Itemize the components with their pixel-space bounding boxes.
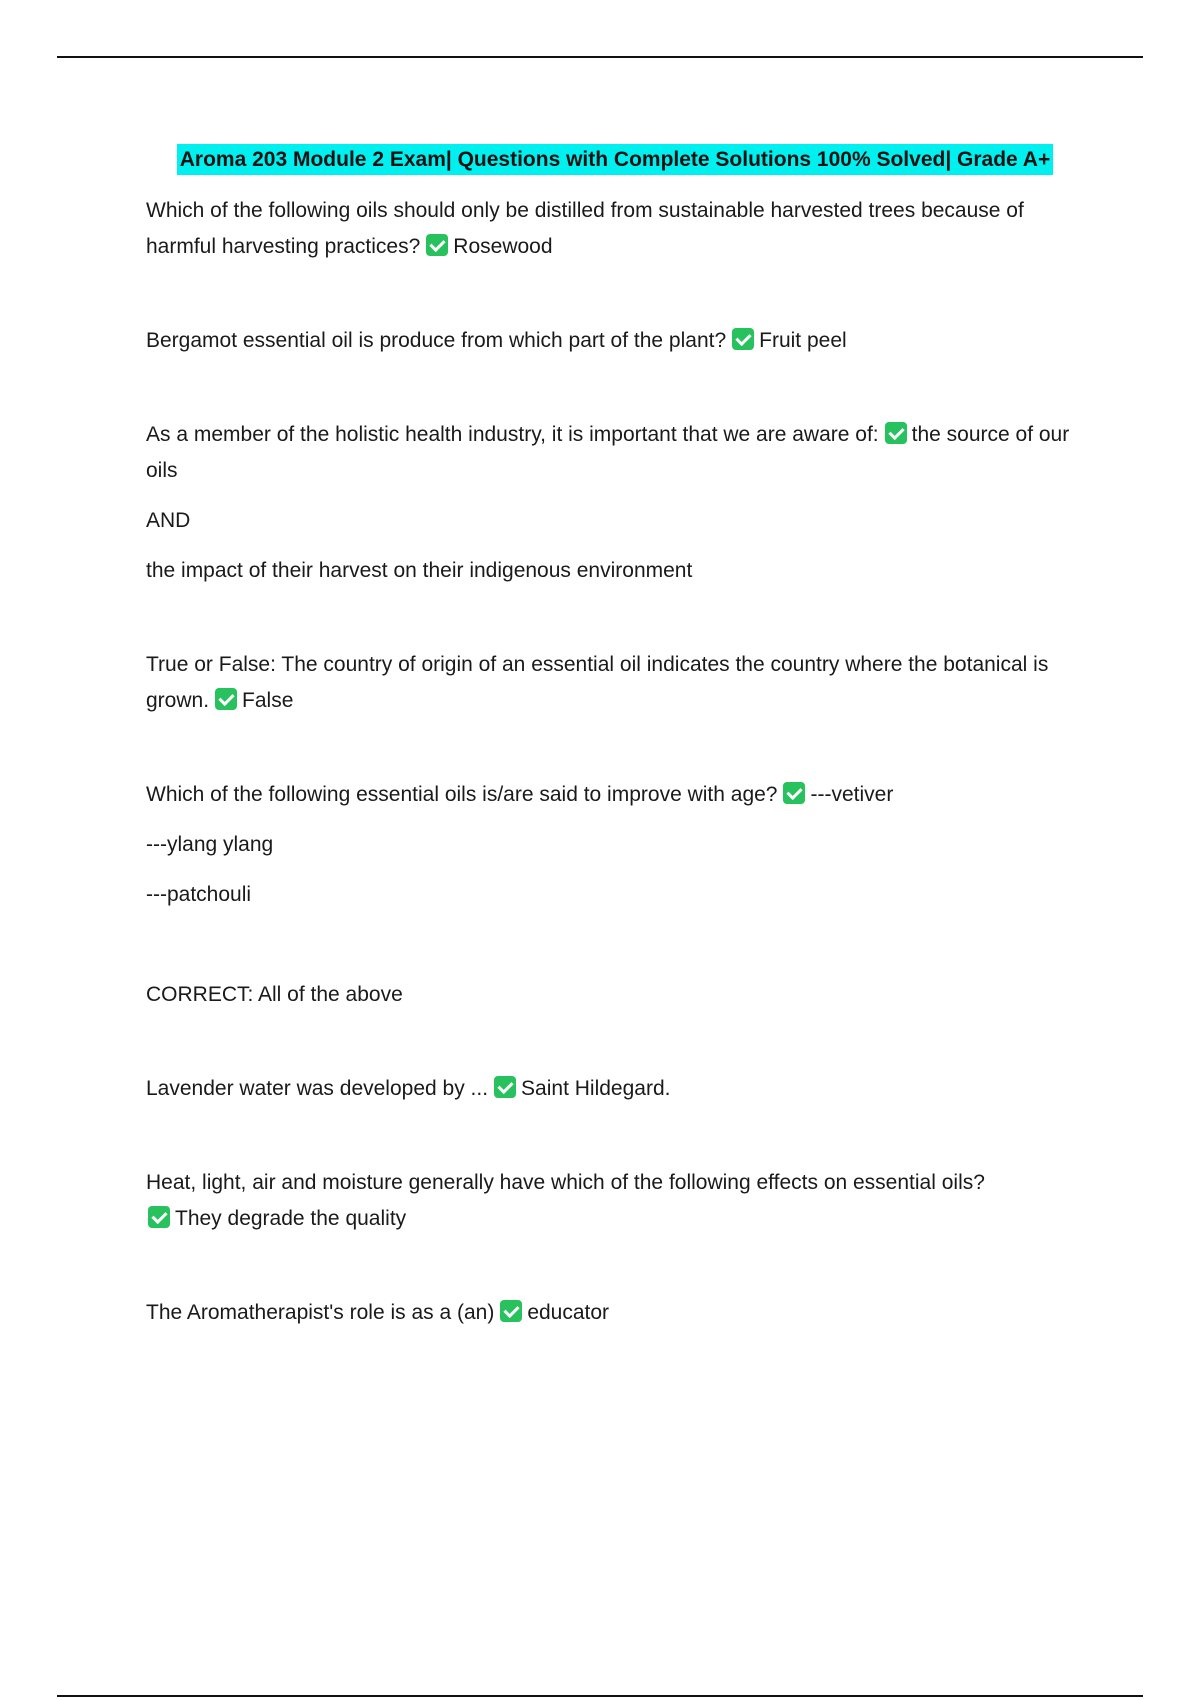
question: Which of the following oils should only be distilled from sustainable harvested trees because of harmful harvesting practices? (146, 199, 1024, 258)
document-body (146, 144, 1086, 1389)
check-mark-icon (500, 1300, 522, 1322)
answer-continuation: ---patchouli (146, 883, 252, 906)
answer: Rosewood (453, 235, 553, 258)
answer: ---vetiver (810, 783, 894, 806)
answer: the source of our oils (146, 423, 1070, 482)
check-mark-icon (885, 422, 907, 444)
question-text (146, 777, 1086, 813)
qa-item (146, 193, 1086, 265)
answer-continuation: the impact of their harvest on their indigenous environment (146, 559, 693, 582)
check-mark-icon (215, 688, 237, 710)
answer-continuation: AND (146, 509, 191, 532)
question: The Aromatherapist's role is as a (an) (146, 1301, 495, 1324)
check-mark-icon (494, 1076, 516, 1098)
check-mark-icon (783, 782, 805, 804)
qa-item (146, 323, 1086, 359)
question: As a member of the holistic health industry, it is important that we are aware of: (146, 423, 879, 446)
question-text (146, 1165, 1086, 1237)
question-text (146, 1071, 1086, 1107)
qa-item (146, 647, 1086, 719)
qa-item (146, 417, 1086, 589)
question-text (146, 1295, 1086, 1331)
question: Lavender water was developed by ... (146, 1077, 489, 1100)
question-text (146, 647, 1086, 719)
question: True or False: The country of origin of an essential oil indicates the country where the botanical is grown. (146, 653, 1049, 712)
answer: Saint Hildegard. (521, 1077, 671, 1100)
qa-item (146, 1165, 1086, 1237)
answer: They degrade the quality (175, 1207, 407, 1230)
check-mark-icon (732, 328, 754, 350)
check-mark-icon (426, 234, 448, 256)
check-mark-icon (148, 1206, 170, 1228)
header-rule (57, 56, 1143, 58)
question-text (146, 417, 1086, 489)
question: Heat, light, air and moisture generally have which of the following effects on essential oils? (146, 1171, 985, 1194)
answer: Fruit peel (759, 329, 847, 352)
answer: educator (527, 1301, 610, 1324)
qa-item (146, 777, 1086, 1013)
correct-statement: CORRECT: All of the above (146, 983, 403, 1006)
answer-continuation: ---ylang ylang (146, 833, 274, 856)
question-text (146, 323, 1086, 359)
question-text (146, 193, 1086, 265)
document-title: Aroma 203 Module 2 Exam| Questions with Complete Solutions 100% Solved| Grade A+ (177, 144, 1053, 175)
question: Bergamot essential oil is produce from which part of the plant? (146, 329, 727, 352)
question: Which of the following essential oils is/are said to improve with age? (146, 783, 778, 806)
title-wrap (144, 144, 1086, 175)
answer: False (242, 689, 294, 712)
qa-item (146, 1071, 1086, 1107)
footer-rule (57, 1695, 1143, 1697)
qa-item (146, 1295, 1086, 1331)
